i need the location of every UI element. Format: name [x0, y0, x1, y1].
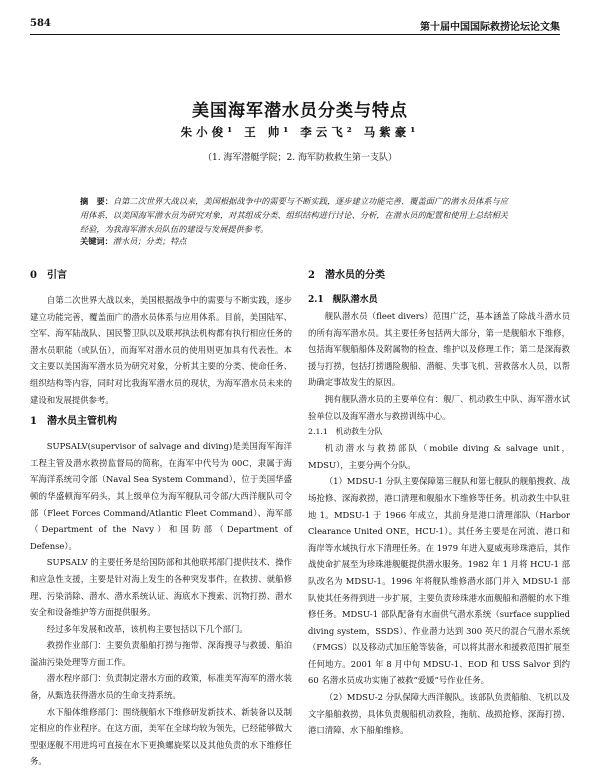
- section-heading-1: 1 潜水员主管机构: [30, 416, 117, 428]
- paper-title: 美国海军潜水员分类与特点: [192, 101, 408, 121]
- subsection-heading-2-1-1: 2.1.1 机动救生分队: [308, 427, 383, 437]
- header-rule: [30, 34, 560, 35]
- paragraph: 水下船体维修部门：围绕舰船水下维修研发新技术、新装备以及制定相应的作业程序。在这方面，美军在全球均较为领先，已经能够做大型驱逐舰不用进坞可直接在水下更换螺旋桨以及其他负责的水下维修任务。: [30, 706, 292, 767]
- paragraph: SUPSALV(supervisor of salvage and diving)是美国海军海洋工程主管及潜水救捞监督局的简称，在海军中代号为 00C，隶属于海军海洋系统司令部（Naval Sea System Command），位于美国华盛顿的华盛顿海军码头，其上级单位为海军舰队司令部/大西洋舰队司令部（Fleet Forces Command/Atlantic Fleet Command）、海军部（Department of the Navy）和国防部（Department of Defense）。: [30, 441, 292, 551]
- page-number: 584: [30, 18, 51, 29]
- paragraph: 机动潜水与救捞部队（mobile diving & salvage unit，MDSU），主要分两个分队。: [308, 443, 570, 470]
- paragraph: 舰队潜水员（fleet divers）范围广泛，基本涵盖了除战斗潜水员的所有海军潜水员。其主要任务包括两大部分，第一是舰船水下维修，包括海军舰船船体及附属物的检查、维护以及修理工作；第二是深海救援与打捞，包括打捞遇险舰船、潜艇、失事飞机、营救落水人员，以帮助确定事故发生的原因。: [308, 311, 570, 388]
- running-title: 第十届中国国际救捞论坛论文集: [420, 22, 560, 33]
- abstract-text: 自第二次世界大战以来，美国根据战争中的需要与不断实践，逐步建立功能完善、覆盖面广的潜水员体系与应用体系，以美国海军潜水员为研究对象，对其组成分类、组织结构进行讨论、分析，在潜水员的配置和使用上总结相关经验，为我海军潜水员队伍的建设与发展提供参考。: [80, 196, 508, 234]
- running-header: [30, 18, 560, 34]
- paragraph: （2）MDSU-2 分队保障大西洋舰队。该部队负责船舶、飞机以及文字船舶救捞，具体负责舰船机动救险，拖航、战损抢修、深海打捞、港口清障、水下船舶维修。: [308, 692, 570, 736]
- section-heading-2: 2 潜水员的分类: [308, 270, 385, 281]
- right-column: [308, 268, 570, 739]
- paragraph: 自第二次世界大战以来，美国根据战争中的需要与不断实践，逐步建立功能完善，覆盖面广的潜水员体系与应用体系。目前，美国陆军、空军、海军陆战队、国民警卫队以及联邦执法机构都有执行相应任务的潜水员职能（或队伍），而海军对潜水员的使用则更加具有代表性。本文主要以美国海军潜水员为研究对象，分析其主要的分类、使命任务、组织结构等内容，同时对比我海军潜水员的现状，为海军潜水员未来的建设和发展提供参考。: [30, 295, 292, 405]
- left-column: [30, 268, 292, 770]
- subsection-heading-2-1: 2.1 舰队潜水员: [308, 295, 378, 305]
- keywords-label: 关键词：: [80, 236, 113, 246]
- paragraph: 潜水程序部门：负责制定潜水方面的政策，标准美军海军的潜水装备，从甄选获得潜水员的生命支持系统。: [30, 673, 292, 701]
- keywords: [80, 236, 508, 247]
- paragraph: 救捞作业部门：主要负责船舶打捞与拖带、深海搜寻与救援、船泊溢油污染处理等方面工作。: [30, 640, 292, 667]
- paragraph: （1）MDSU-1 分队主要保障第三舰队和第七舰队的舰船搜救、战场抢修、深海救捞，港口清理和舰船水下维修等任务。机动救生中队驻地 1。MDSU-1 于 1966 年成立，其前身是港口清理部队（Harbor Clearance United ONE，HCU-1）。其任务主要是在河流、港口和海岸等水域执行水下清理任务。在 1979 年进入夏威夷珍珠港后，其作战使命扩展至为珍珠港舰艇提供潜水服务。1982 年 1 月将 HCU-1 部队改名为 MDSU-1。1996 年将舰队维修潜水部门并入 MDSU-1 部队使其任务得到进一步扩展，主要负责珍珠港水面舰船和潜艇的水下维修任务。MDSU-1 部队配备有水面供气潜水系统（surface supplied diving system，SSDS）、作业潜力达到 300 英尺的混合气潜水系统（FMGS）以及移动式加压舱等装备，可以将其潜水和援救范围扩展至任何地方。2001 年 8 月中旬 MDSU-1、EOD 和 USS Salvor 到约 60 名潜水员成功实施了被救“爱媛”号作业任务。: [308, 476, 570, 686]
- abstract-label: 摘 要：: [80, 196, 113, 206]
- section-heading-intro: 0 引言: [30, 270, 67, 281]
- abstract: [80, 194, 508, 236]
- paragraph: SUPSALV 的主要任务是给国防部和其他联邦部门提供技术、操作和应急性支援，主要是针对海上发生的各种突发事件，在救捞、就船修理、污染消除、潜水、潜水系统认证、海底水下搜索、沉物打捞、潜水安全和设备维护等方面提供服务。: [30, 557, 292, 618]
- paragraph: 拥有舰队潜水员的主要单位有：舰厂、机动救生中队、海军潜水试验单位以及海军潜水与救捞训练中心。: [308, 393, 570, 421]
- keywords-text: 潜水员；分类；特点: [112, 236, 187, 246]
- affiliation: （1. 海军潜艇学院；2. 海军防救救生第一支队）: [203, 153, 397, 163]
- author-list: 朱小俊¹ 王 帅¹ 李云飞² 马紫豪¹: [180, 125, 420, 139]
- paragraph: 经过多年发展和改革，该机构主要包括以下几个部门。: [46, 623, 248, 634]
